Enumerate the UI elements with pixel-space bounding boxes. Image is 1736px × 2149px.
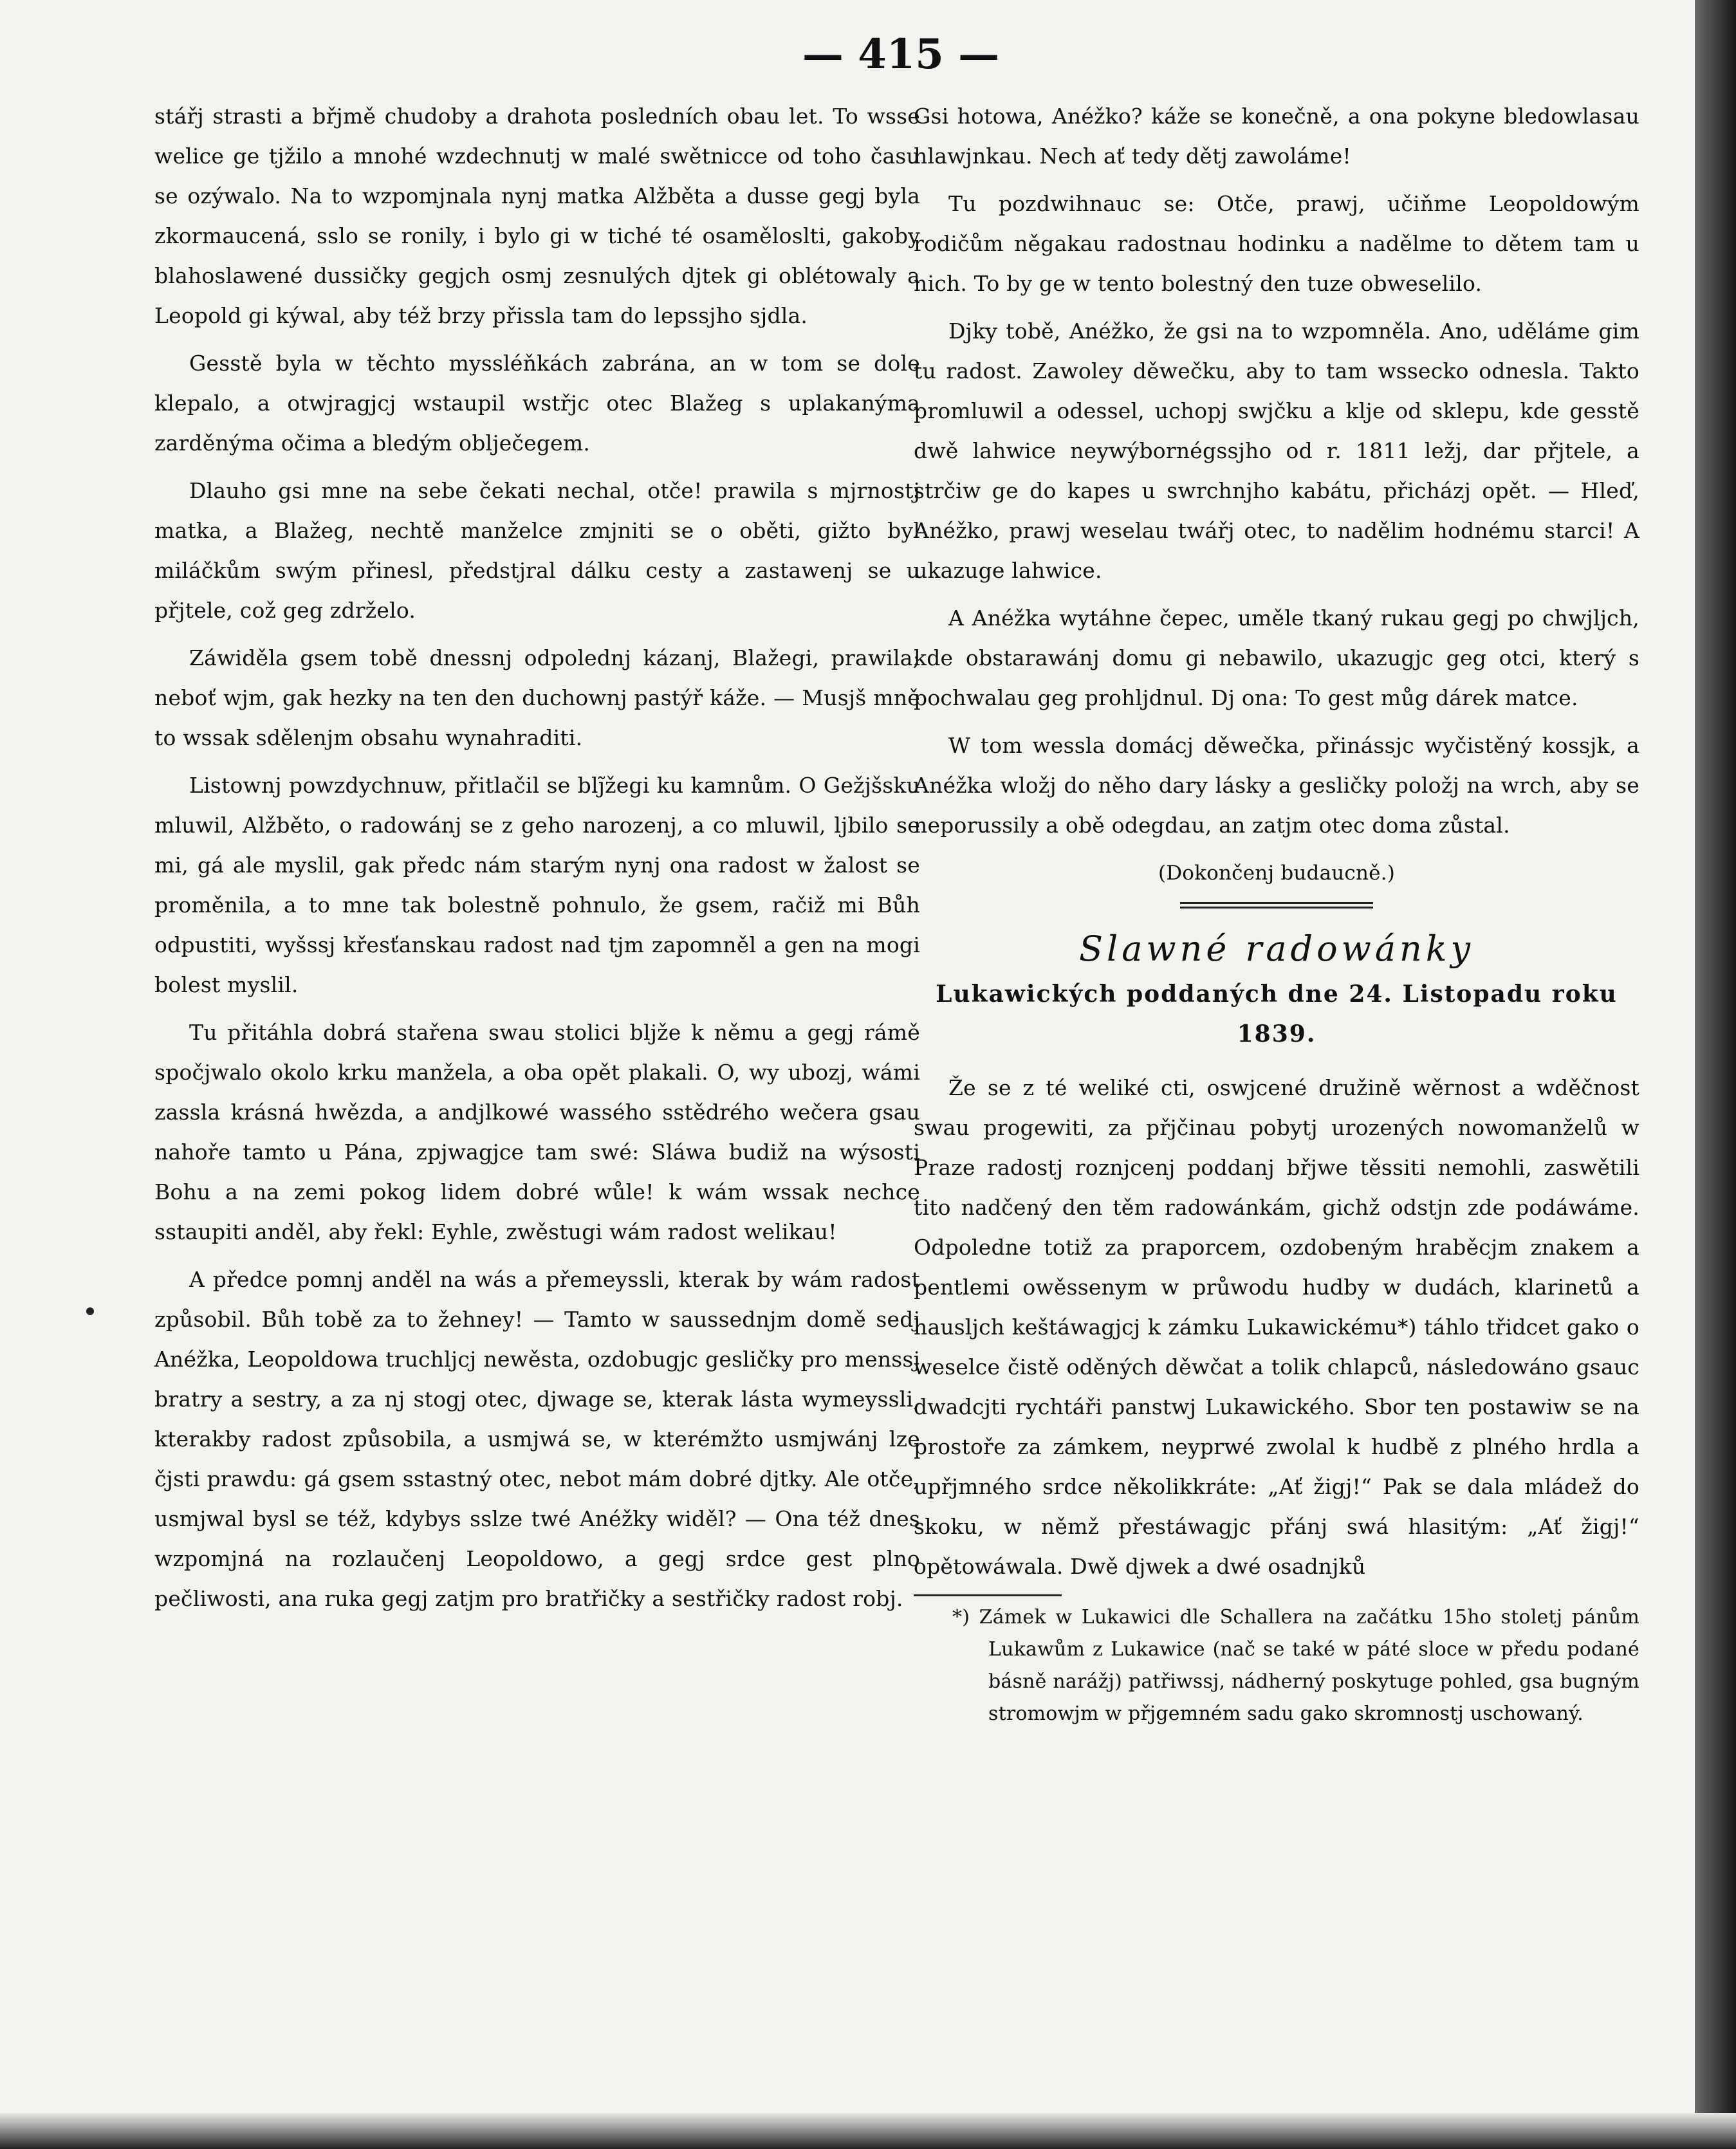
- section-divider: [1180, 902, 1373, 908]
- paragraph: A předce pomnj anděl na wás a přemeyssli, kterak by wám radost způsobil. Bůh tobě za to žehney! — Tamto w saussednjm domě sedj Anéžka, Leopoldowa truchljcj newěsta, ozdobugjc gesličky pro menssj bratry a sestry, a za nj stogj otec, djwage se, kterak lásta wymeyssli, kterakby radost způsobila, a usmjwá se, w kterémžto usmjwánj lze čjsti prawdu: gá gsem sstastný otec, nebot mám dobré djtky. Ale otče, usmjwal bysl se též, kdybys sslze twé Anéžky widěl? — Ona též dnes wzpomjná na rozlaučenj Leopoldowo, a gegj srdce gest plno pečliwosti, ana ruka gegj zatjm pro bratřičky a sestřičky radost robj.: [154, 1267, 920, 1611]
- left-column: [154, 97, 920, 2040]
- article-paragraph: Že se z té weliké cti, oswjcené družině wěrnost a wděčnost swau progewiti, za přjčinau pobytj urozených nowomanželů w Praze radostj roznjcenj poddanj břjwe těssiti nemohli, zaswětili tito nadčený den těm radowánkám, gichž odstjn zde podáwáme. Odpoledne totiž za praporcem, ozdobeným hraběcjm znakem a pentlemi owěssenym w průwodu hudby w dudách, klarinetů a hausljch keštáwagjcj k zámku Lukawickému*) táhlo třidcet gako o weselce čistě oděných děwčat a tolik chlapců, následowáno gsauc dwadcjti rychtáři panstwj Lukawického. Sbor ten postawiw se na prostoře za zámkem, neyprwé zwolal k hudbě z plného hrdla a upřjmného srdce několikkráte: „Ať žigj!“ Pak se dala mládež do skoku, w němž přestáwagjc přánj swá hlasitým: „Ať žigj!“ opětowáwala. Dwě djwek a dwé osadnjků: [914, 1075, 1639, 1579]
- paragraph: Tu přitáhla dobrá stařena swau stolici bljže k němu a gegj rámě spočjwalo okolo krku manžela, a oba opět plakali. O, wy ubozj, wámi zassla krásná hwězda, a andjlkowé wassého sstědrého wečera gsau nahoře tamto u Pána, zpjwagjce tam swé: Sláwa budiž na wýsosti Bohu a na zemi pokog lidem dobré wůle! k wám wssak nechce sstaupiti anděl, aby řekl: Eyhle, zwěstugi wám radost welikau!: [154, 1020, 920, 1244]
- paragraph: Gsi hotowa, Anéžko? káže se konečně, a ona pokyne bledowlasau hlawjnkau. Nech ať tedy dětj zawoláme!: [914, 104, 1639, 169]
- paragraph: Listownj powzdychnuw, přitlačil se blj̃žegi ku kamnům. O Gežjšsku mluwil, Alžběto, o radowánj se z geho narozenj, a co mluwil, ljbilo se mi, gá ale myslil, gak předc nám starým nynj ona radost w žalost se proměnila, a to mne tak bolestně pohnulo, že gsem, račiž mi Bůh odpustiti, wyšssj křesťanskau radost nad tjm zapomněl a gen na mogi bolest myslil.: [154, 773, 920, 997]
- paragraph: Záwiděla gsem tobě dnessnj odpolednj kázanj, Blažegi, prawila; neboť wjm, gak hezky na ten den duchownj pastýř káže. — Musjš mně to wssak sdělenjm obsahu wynahraditi.: [154, 645, 920, 750]
- scan-edge-right: [1695, 0, 1736, 2149]
- footnote-divider: [914, 1594, 1062, 1596]
- article-title: Slawné radowánky: [1078, 928, 1475, 969]
- footnote: *) Zámek w Lukawici dle Schallera na začátku 15ho stoletj pánům Lukawům z Lukawice (nač se také w páté sloce w předu podané básně narážj) patřiwssj, nádherný poskytuge pohled, gsa bugným stromowjm w přjgemném sadu gako skromnostj uschowaný.: [952, 1606, 1639, 1725]
- paragraph: W tom wessla domácj děwečka, přinássjc wyčistěný kossjk, a Anéžka wložj do něho dary lásky a gesličky položj na wrch, aby se neporussily a obě odegdau, an zatjm otec doma zůstal.: [914, 733, 1639, 838]
- scan-edge-bottom: [0, 2113, 1736, 2149]
- paragraph: A Anéžka wytáhne čepec, uměle tkaný rukau gegj po chwjljch, kde obstarawánj domu gi nebawilo, ukazugjc geg otci, který s pochwalau geg prohljdnul. Dj ona: To gest můg dárek matce.: [914, 605, 1639, 710]
- paragraph: Djky tobě, Anéžko, že gsi na to wzpomněla. Ano, uděláme gim tu radost. Zawoley děwečku, aby to tam wssecko odnesla. Takto promluwil a odessel, uchopj swjčku a klje od sklepu, kde gesstě dwě lahwice neywýbornégssjho od r. 1811 ležj, dar přjtele, a strčiw ge do kapes u swrchnjho kabátu, přicházj opět. — Hleď, Anéžko, prawj weselau twářj otec, to nadělim hodnému starci! A ukazuge lahwice.: [914, 318, 1639, 583]
- ink-blot: [86, 1307, 94, 1315]
- page-number: — 415 —: [802, 30, 1000, 78]
- article-subtitle: Lukawických poddaných dne 24. Listopadu roku 1839.: [936, 981, 1618, 1047]
- to-be-continued-note: (Dokončenj budaucně.): [1158, 862, 1396, 885]
- paragraph: Dlauho gsi mne na sebe čekati nechal, otče! prawila s mjrnostj matka, a Blažeg, nechtě manželce zmjniti se o oběti, gižto byl miláčkům swým přinesl, předstjral dálku cesty a zastawenj se u přjtele, což geg zdrželo.: [154, 478, 920, 623]
- paragraph: Tu pozdwihnauc se: Otče, prawj, učiňme Leopoldowým rodičům něgakau radostnau hodinku a nadělme to dětem tam u nich. To by ge w tento bolestný den tuze obweselilo.: [914, 191, 1639, 296]
- paragraph: Gesstě byla w těchto myssléňkách zabrána, an w tom se dole klepalo, a otwjragjcj wstaupil wstřjc otec Blažeg s uplakanýma zarděnýma očima a bledým oblječegem.: [154, 351, 920, 456]
- paragraph: stářj strasti a břjmě chudoby a drahota posledních obau let. To wsse welice ge tjžilo a mnohé wzdechnutj w malé swětnicce od toho času se ozýwalo. Na to wzpomjnala nynj matka Alžběta a dusse gegj byla zkormaucená, sslo se ronily, i bylo gi w tiché té osaměloslti, gakoby blahoslawené dussičky gegjch osmj zesnulých djtek gi oblétowaly a Leopold gi kýwal, aby též brzy přissla tam do lepssjho sjdla.: [154, 104, 920, 328]
- right-column: [914, 97, 1639, 2040]
